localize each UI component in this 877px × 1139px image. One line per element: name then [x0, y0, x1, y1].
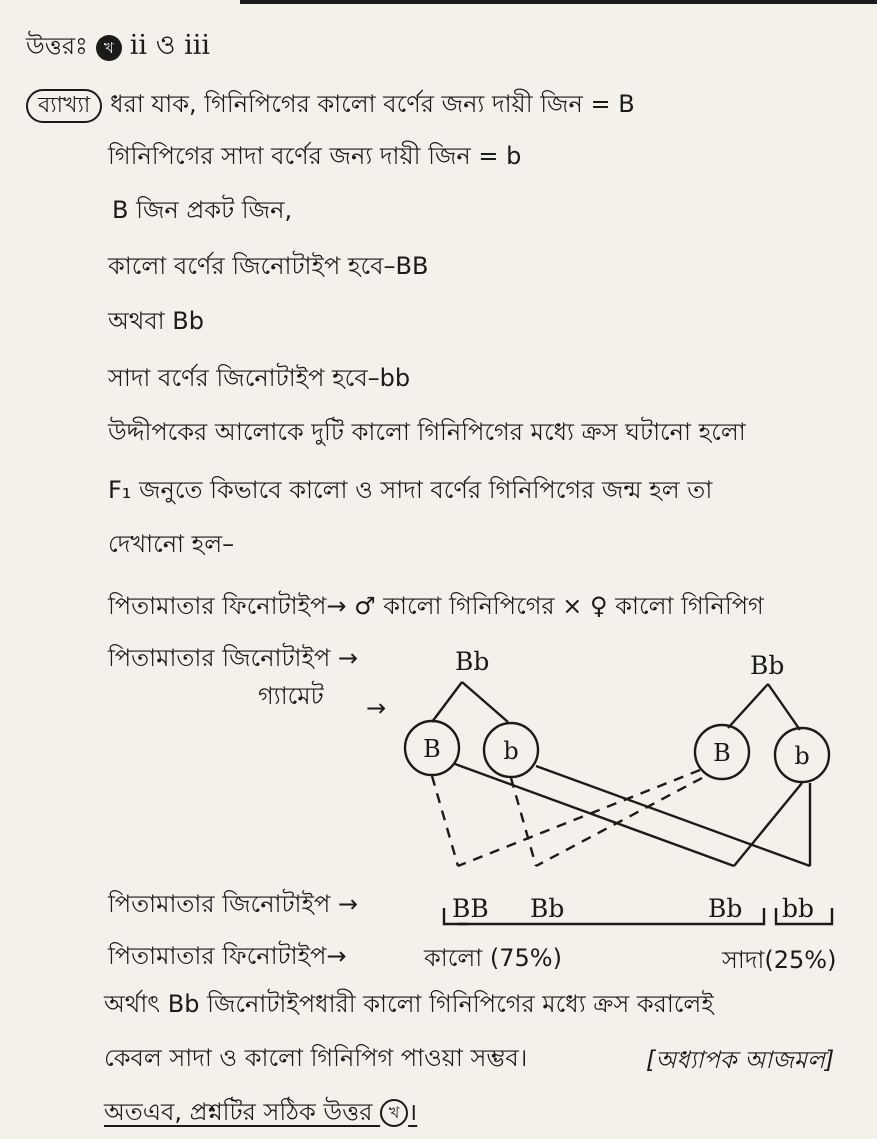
dashed-line [536, 778, 702, 866]
parent2-genotype: Bb [750, 651, 785, 680]
conclusion-line-2: কেবল সাদা ও কালো গিনিপিগ পাওয়া সম্ভব। [104, 1044, 528, 1072]
conclusion-line-1: অর্থাৎ Bb জিনোটাইপধারী কালো গিনিপিগের মধ্যে ক্রস করালেই [104, 990, 714, 1018]
explanation-tag: ব্যাখ্যা [26, 89, 102, 123]
cross-line [734, 783, 802, 866]
final-answer-badge: খ [380, 1099, 408, 1127]
parent-phenotype-label: পিতামাতার ফিনোটাইপ→ [108, 592, 347, 620]
explanation-line-2: গিনিপিগের সাদা বর্ণের জন্য দায়ী জিন = b [108, 142, 522, 170]
explanation-line-6: সাদা বর্ণের জিনোটাইপ হবে–bb [108, 364, 411, 392]
answer-label: উত্তরঃ [26, 32, 88, 60]
explanation-line-4: কালো বর্ণের জিনোটাইপ হবে–BB [108, 252, 429, 280]
explanation-line-7: উদ্দীপকের আলোকে দুটি কালো গিনিপিগের মধ্যে ক্রস ঘটানো হলো [108, 418, 746, 446]
parent1-genotype: Bb [455, 647, 490, 676]
bracket [757, 908, 764, 924]
gamete-label-3: B [713, 739, 731, 767]
branch-line [768, 684, 800, 730]
gamete-label-4: b [794, 742, 810, 770]
final-answer-text: অতএব, প্রশ্নটির সঠিক উত্তর [104, 1098, 373, 1126]
explanation-line-5: অথবা Bb [108, 307, 204, 335]
branch-line [462, 682, 508, 722]
offspring-genotype-1: BB [452, 894, 489, 923]
offspring-genotype-label: পিতামাতার জিনোটাইপ → [108, 890, 359, 918]
explanation-line-3: B জিন প্রকট জিন, [112, 196, 293, 224]
answer-value: ii ও iii [129, 30, 210, 61]
offspring-phenotype-black: কালো (75%) [424, 944, 562, 972]
final-answer-line: অতএব, প্রশ্নটির সঠিক উত্তর খ । [104, 1098, 418, 1126]
explanation-line-8: F₁ জনুতে কিভাবে কালো ও সাদা বর্ণের গিনিপিগের জন্ম হল তা [108, 476, 713, 504]
parent-phenotype-value: ♂ কালো গিনিপিগের × ♀ কালো গিনিপিগ [354, 592, 764, 620]
parent-genotype-label: পিতামাতার জিনোটাইপ → [108, 644, 359, 672]
offspring-genotype-2: Bb [530, 894, 565, 923]
offspring-phenotype-label: পিতামাতার ফিনোটাইপ→ [108, 942, 347, 970]
answer-badge: খ [96, 35, 122, 61]
credit-text: [অধ্যাপক আজমল] [646, 1046, 835, 1074]
dashed-line [458, 770, 700, 866]
branch-line [728, 684, 768, 728]
offspring-genotype-4: bb [782, 894, 815, 923]
gamete-arrow: → [366, 694, 387, 722]
gamete-label-1: B [423, 735, 441, 763]
branch-line [432, 682, 462, 722]
offspring-phenotype-white: সাদা(25%) [722, 946, 837, 974]
gamete-label-2: b [503, 737, 519, 765]
gamete-label: গ্যামেট [258, 682, 324, 710]
explanation-text-1: ধরা যাক, গিনিপিগের কালো বর্ণের জন্য দায়ী জিন = B [110, 90, 635, 118]
cross-line [536, 766, 810, 866]
offspring-genotype-3: Bb [708, 894, 743, 923]
dashed-line [432, 776, 458, 866]
explanation-line-9: দেখানো হল– [108, 530, 235, 558]
